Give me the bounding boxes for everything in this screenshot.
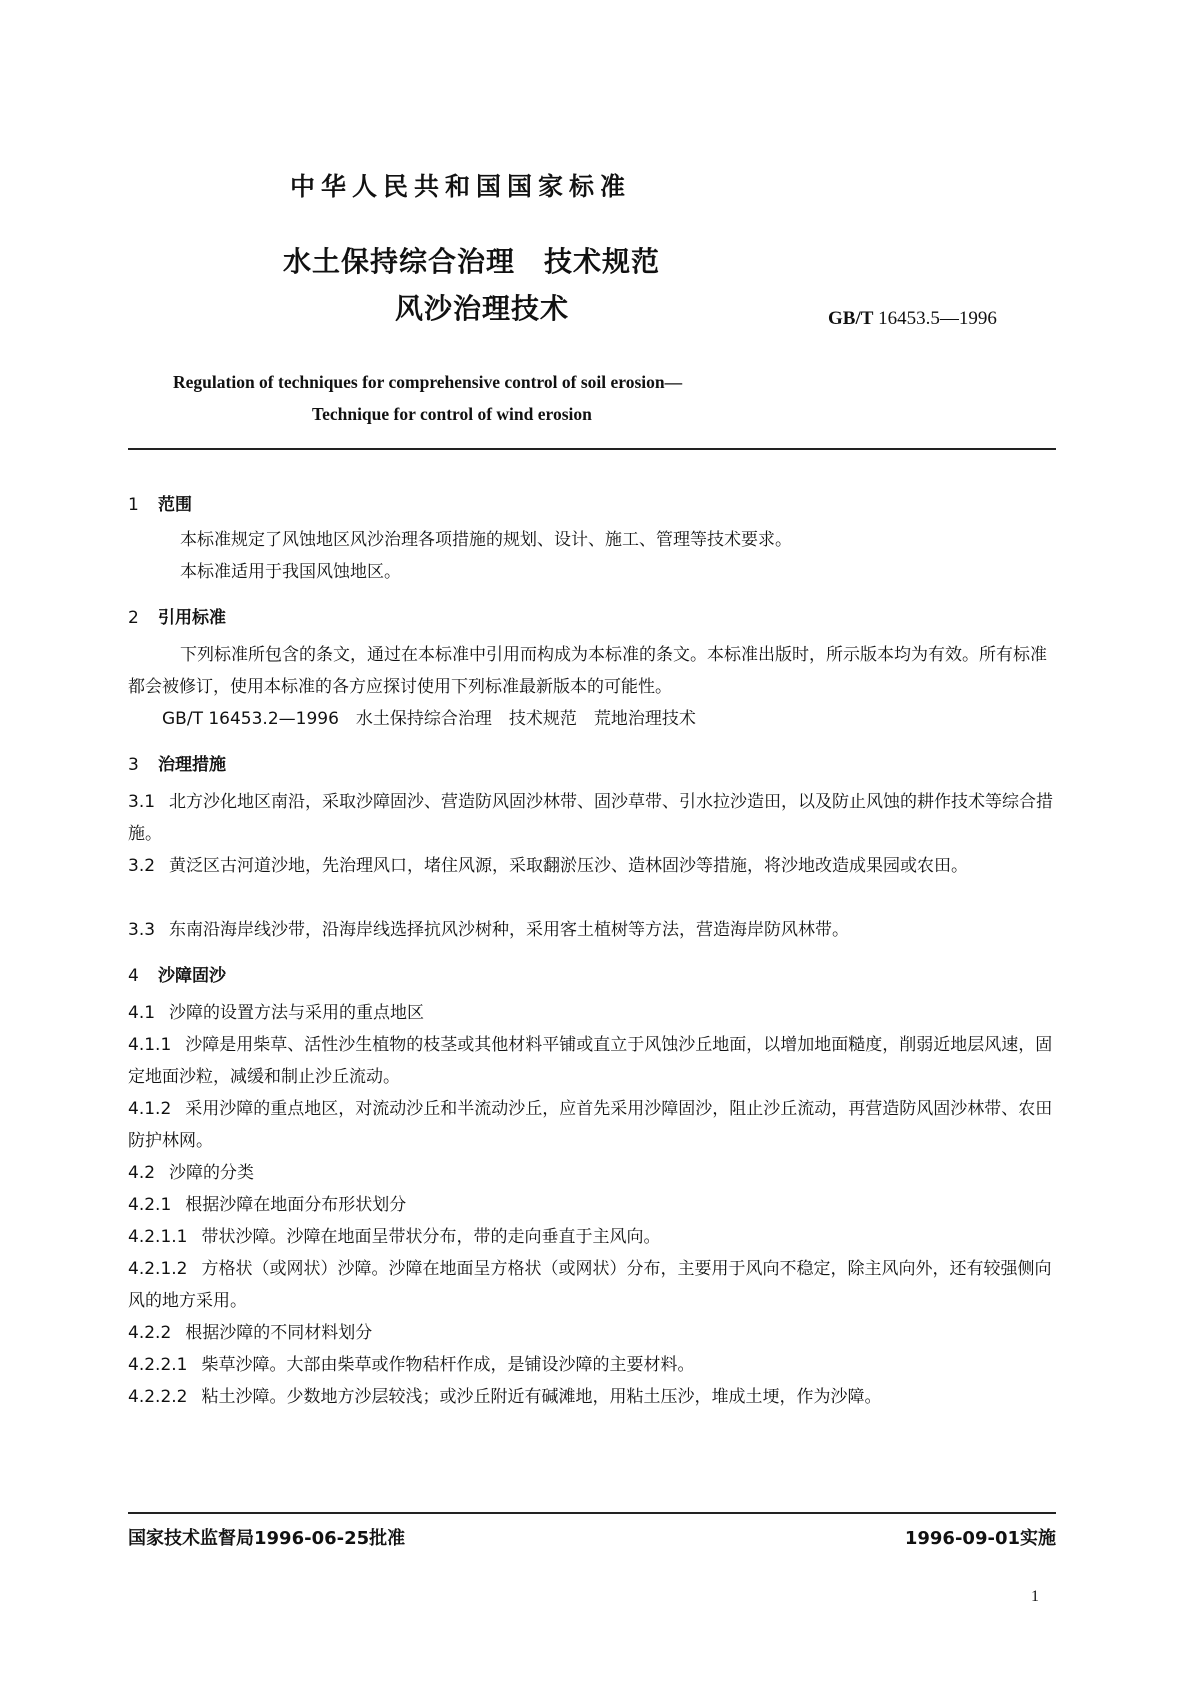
section-3-heading: 3 治理措施 [128,755,226,775]
clause-4-2-1-1: 4.2.1.1 带状沙障。沙障在地面呈带状分布，带的走向垂直于主风向。 [128,1227,661,1247]
section-2-reference: GB/T 16453.2—1996 水土保持综合治理 技术规范 荒地治理技术 [162,709,696,729]
clause-3-2: 3.2 黄泛区古河道沙地，先治理风口，堵住风源，采取翻淤压沙、造林固沙等措施，将沙地改造成果园或农田。 [128,856,969,876]
section-1-paragraph-2: 本标准适用于我国风蚀地区。 [180,562,401,582]
header-divider [128,448,1056,450]
clause-4-2-1: 4.2.1 根据沙障在地面分布形状划分 [128,1195,407,1215]
clause-3-3: 3.3 东南沿海岸线沙带，沿海岸线选择抗风沙树种，采用客土植树等方法，营造海岸防风林带。 [128,920,850,940]
clause-4-2-2-2: 4.2.2.2 粘土沙障。少数地方沙层较浅；或沙丘附近有碱滩地，用粘土压沙，堆成土埂，作为沙障。 [128,1387,882,1407]
english-title-line1: Regulation of techniques for comprehensive control of soil erosion— [173,372,683,392]
clause-4-1-1: 4.1.1 沙障是用柴草、活性沙生植物的枝茎或其他材料平铺或直立于风蚀沙丘地面，以增加地面糙度，削弱近地层风速，固定地面沙粒，减缓和制止沙丘流动。 [128,1035,1053,1087]
page-number: 1 [1031,1588,1039,1605]
clause-4-2-2-1: 4.2.2.1 柴草沙障。大部由柴草或作物秸杆作成，是铺设沙障的主要材料。 [128,1355,695,1375]
standard-prefix: GB/T [828,308,874,329]
english-title-line2: Technique for control of wind erosion [312,404,592,424]
section-2-paragraph: 下列标准所包含的条文，通过在本标准中引用而构成为本标准的条文。本标准出版时，所示版本均为有效。所有标准都会被修订，使用本标准的各方应探讨使用下列标准最新版本的可能性。 [128,645,1047,697]
clause-3-1: 3.1 北方沙化地区南沿，采取沙障固沙、营造防风固沙林带、固沙草带、引水拉沙造田，以及防止风蚀的耕作技术等综合措施。 [128,792,1054,844]
approval-date: 国家技术监督局1996-06-25批准 [128,1528,406,1549]
footer-divider [128,1512,1056,1514]
standard-code: 16453.5—1996 [873,308,997,329]
national-standard-heading: 中华人民共和国国家标准 [290,172,632,201]
clause-4-2-1-2: 4.2.1.2 方格状（或网状）沙障。沙障在地面呈方格状（或网状）分布，主要用于风向不稳定，除主风向外，还有较强侧向风的地方采用。 [128,1259,1052,1311]
clause-4-2-2: 4.2.2 根据沙障的不同材料划分 [128,1323,373,1343]
section-4-heading: 4 沙障固沙 [128,966,226,986]
document-title-line1: 水土保持综合治理 技术规范 [283,245,661,278]
section-1-paragraph-1: 本标准规定了风蚀地区风沙治理各项措施的规划、设计、施工、管理等技术要求。 [180,530,792,550]
section-2-heading: 2 引用标准 [128,608,226,628]
standard-number [828,308,997,330]
clause-4-1-2: 4.1.2 采用沙障的重点地区，对流动沙丘和半流动沙丘，应首先采用沙障固沙，阻止沙丘流动，再营造防风固沙林带、农田防护林网。 [128,1099,1053,1151]
clause-4-2: 4.2 沙障的分类 [128,1163,255,1183]
effective-date: 1996-09-01实施 [904,1528,1056,1549]
document-title-line2: 风沙治理技术 [395,292,570,325]
section-1-heading: 1 范围 [128,495,192,515]
clause-4-1: 4.1 沙障的设置方法与采用的重点地区 [128,1003,425,1023]
